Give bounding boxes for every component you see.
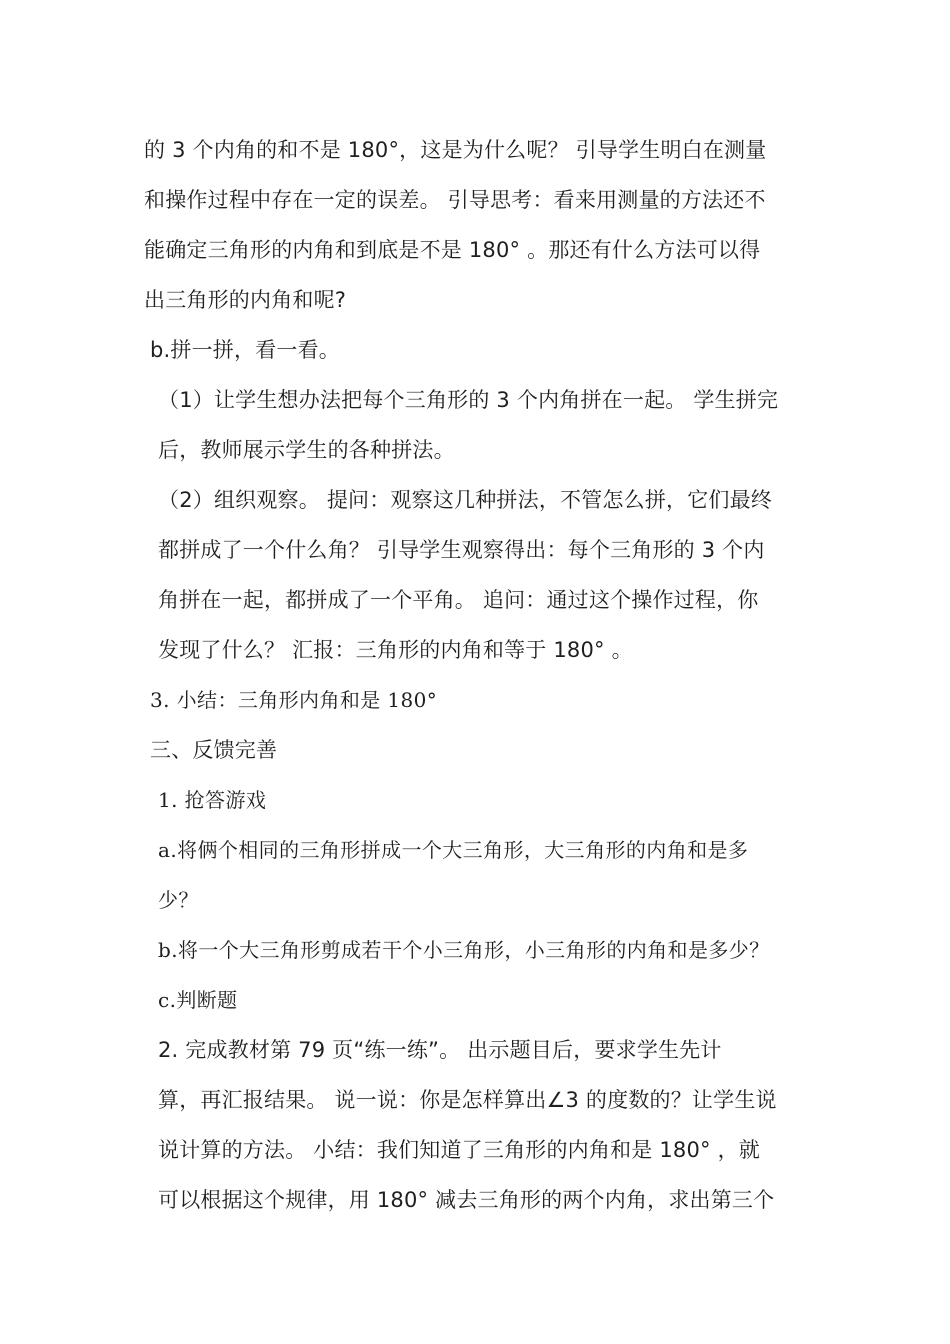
subsection-heading-b: b.拼一拼，看一看。 bbox=[150, 338, 341, 362]
summary-line: 3. 小结：三角形内角和是 180° bbox=[150, 688, 438, 712]
question-b-line: b.将一个大三角形剪成若干个小三角形，小三角形的内角和是多少？ bbox=[158, 938, 770, 962]
text-line-8: （2）组织观察。 提问：观察这几种拼法，不管怎么拼，它们最终 bbox=[158, 488, 773, 512]
text-line-4: 出三角形的内角和呢? bbox=[144, 288, 347, 312]
question-c-line: c.判断题 bbox=[158, 988, 238, 1012]
item-2-line-3: 说计算的方法。 小结：我们知道了三角形的内角和是 180° ，就 bbox=[158, 1138, 761, 1162]
text-line-7: 后，教师展示学生的各种拼法。 bbox=[158, 438, 455, 462]
text-line-3: 能确定三角形的内角和到底是不是 180° 。那还有什么方法可以得 bbox=[144, 238, 761, 262]
section-heading-3: 三、反馈完善 bbox=[150, 738, 278, 762]
question-a-line-1: a.将俩个相同的三角形拼成一个大三角形，大三角形的内角和是多 bbox=[158, 838, 749, 862]
text-line-9: 都拼成了一个什么角？ 引导学生观察得出：每个三角形的 3 个内 bbox=[158, 538, 765, 562]
text-line-2: 和操作过程中存在一定的误差。 引导思考：看来用测量的方法还不 bbox=[144, 188, 766, 212]
text-line-1: 的 3 个内角的和不是 180°，这是为什么呢？ 引导学生明白在测量 bbox=[144, 138, 767, 162]
text-line-6: （1）让学生想办法把每个三角形的 3 个内角拼在一起。 学生拼完 bbox=[158, 388, 779, 412]
item-1-heading: 1. 抢答游戏 bbox=[158, 788, 267, 812]
item-2-line-1: 2. 完成教材第 79 页“练一练”。 出示题目后，要求学生先计 bbox=[158, 1038, 722, 1062]
question-a-line-2: 少？ bbox=[158, 888, 199, 912]
text-line-10: 角拼在一起，都拼成了一个平角。 追问：通过这个操作过程，你 bbox=[158, 588, 759, 612]
item-2-line-4: 可以根据这个规律，用 180° 减去三角形的两个内角，求出第三个 bbox=[158, 1188, 775, 1212]
item-2-line-2: 算，再汇报结果。 说一说：你是怎样算出∠3 的度数的？让学生说 bbox=[158, 1088, 777, 1112]
text-line-11: 发现了什么？ 汇报：三角形的内角和等于 180° 。 bbox=[158, 638, 633, 662]
